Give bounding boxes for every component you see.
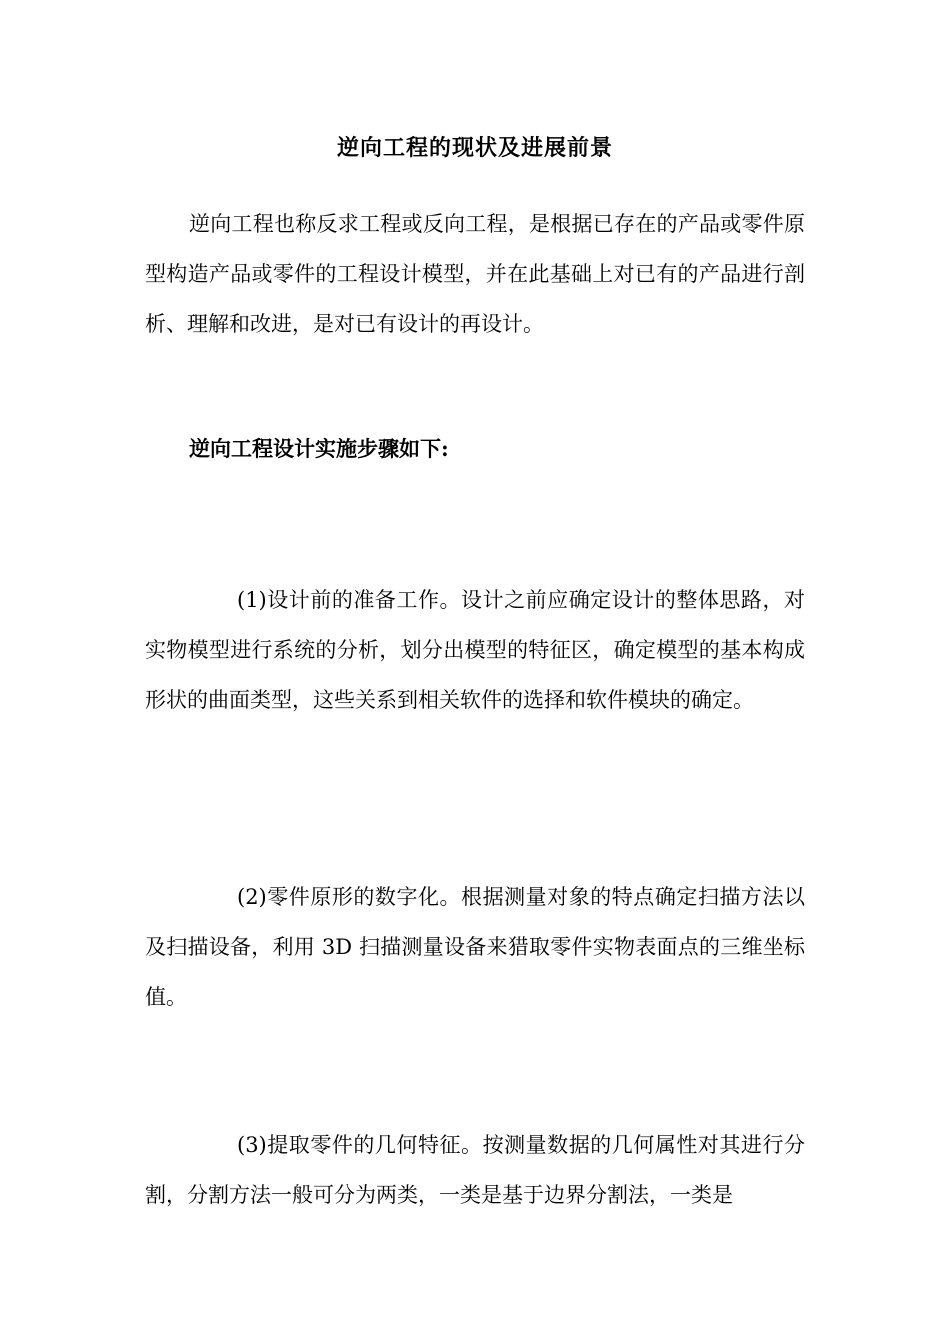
step-paragraph-2: (2)零件原形的数字化。根据测量对象的特点确定扫描方法以及扫描设备，利用 3D 扫描测量设备来猎取零件实物表面点的三维坐标值。 <box>145 885 805 1009</box>
document-title: 逆向工程的现状及进展前景 <box>336 135 613 161</box>
step-paragraph-1: (1)设计前的准备工作。设计之前应确定设计的整体思路，对实物模型进行系统的分析，划分出模型的特征区，确定模型的基本构成形状的曲面类型，这些关系到相关软件的选择和软件模块的确定。 <box>145 588 805 712</box>
steps-heading: 逆向工程设计实施步骤如下: <box>189 436 449 461</box>
intro-paragraph: 逆向工程也称反求工程或反向工程，是根据已存在的产品或零件原型构造产品或零件的工程设计模型，并在此基础上对已有的产品进行剖析、理解和改进，是对已有设计的再设计。 <box>145 212 805 336</box>
step-paragraph-3: (3)提取零件的几何特征。按测量数据的几何属性对其进行分割，分割方法一般可分为两类，一类是基于边界分割法，一类是 <box>145 1133 805 1207</box>
